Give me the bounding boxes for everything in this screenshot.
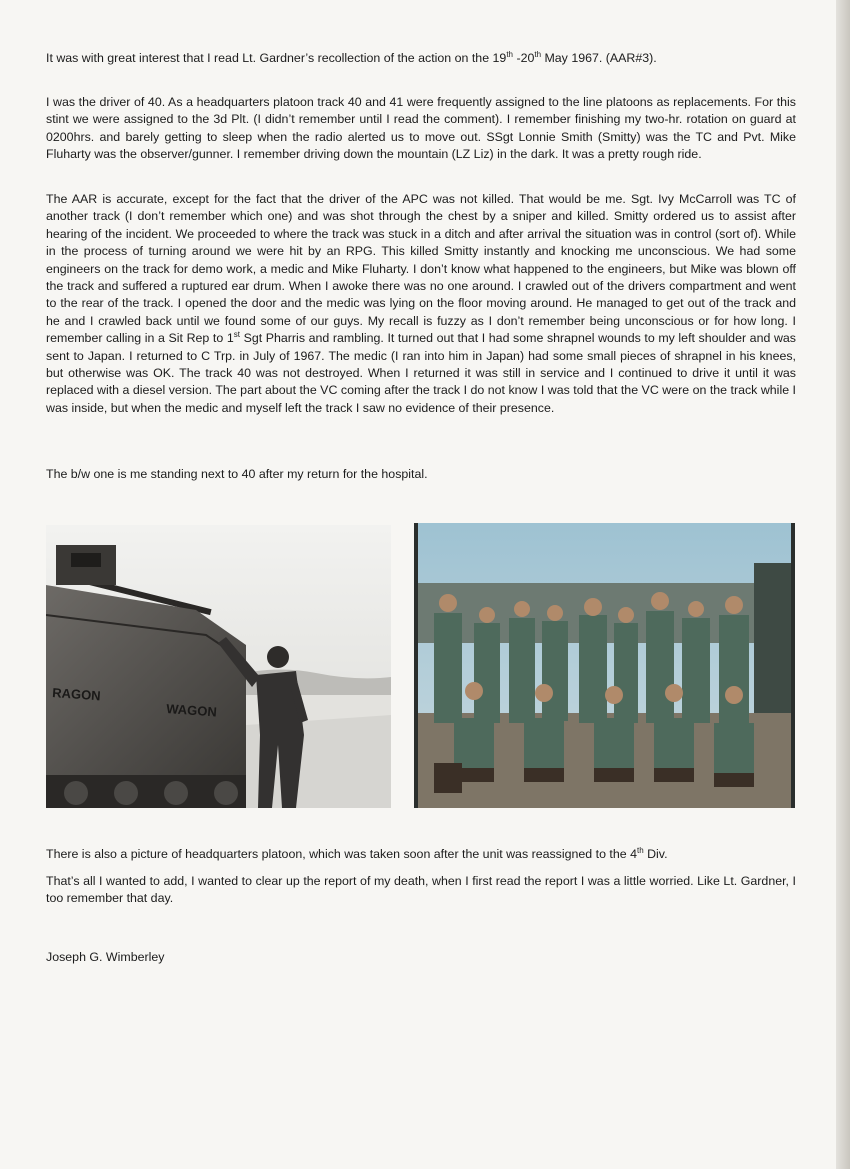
paragraph-aar-account: The AAR is accurate, except for the fact that the driver of the APC was not killed. That would be me. Sgt. Ivy McCarroll was TC of another track (I don’t remember which one) and was shot through the chest by a sniper and killed. Smitty ordered us to assist after hearing of the incident. We proceeded to where the track was stuck in a ditch and after arrival the situation was in control (sort of). While in the process of turning around we were hit by an RPG. This killed Smitty instantly and knocking me unconscious. We had some engineers on the track for demo work, a medic and Mike Fluharty. I don’t know what happened to the engineers, but Mike was blown off the track and suffered a ruptured ear drum. When I awoke there was no one around. I crawled out of the drivers compartment and went to the rear of the track. I opened the door and the medic was lying on the floor moving around. He managed to get out of the track and he and I crawled back until we found some of our guys. My recall is fuzzy as I don’t remember being unconscious or for how long. I remember calling in a Sit Rep to 1st Sgt Pharris and rambling. It turned out that I had some shrapnel wounds to my left shoulder and was sent to Japan. I returned to C Trp. in July of 1967. The medic (I ran into him in Japan) had some small pieces of shrapnel in his knees, but otherwise was OK. The track 40 was not destroyed. When I returned it was still in service and I continued to drive it until it was replaced with a diesel version. The part about the VC coming after the track I do not know I was told that the VC were on the track while I was inside, but when the medic and myself left the track I saw no evidence of their presence. — [46, 192, 796, 415]
vehicle-marking-2: WAGON — [165, 701, 218, 720]
opening-paragraph: It was with great interest that I read Lt. Gardner’s recollection of the action on the 19th -20th May 1967. (AAR#3). — [46, 49, 657, 65]
paragraph-driver-of-40: I was the driver of 40. As a headquarters platoon track 40 and 41 were frequently assigned to the line platoons as replacements. For this stint we were assigned to the 3d Plt. (I didn’t remember until I read the comment). I remember finishing my two-hr. rotation on guard at 0200hrs. and barely getting to sleep when the radio alerted us to move out. SSgt Lonnie Smith (Smitty) was the TC and Pvt. Mike Fluharty was the observer/gunner. I remember driving down the mountain (LZ Liz) in the dark. It was a pretty rough ride. — [46, 95, 796, 162]
photo-soldier-next-to-track — [46, 525, 391, 808]
vehicle-marking-1: RAGON — [51, 685, 102, 704]
photo-headquarters-platoon — [414, 523, 795, 808]
signature: Joseph G. Wimberley — [46, 950, 165, 964]
scan-edge — [836, 0, 850, 1169]
caption-bw-photo: The b/w one is me standing next to 40 after my return for the hospital. — [46, 467, 428, 481]
paragraph-closing: That’s all I wanted to add, I wanted to clear up the report of my death, when I first read the report I was a little worried. Like Lt. Gardner, I too remember that day. — [46, 874, 796, 906]
paragraph-hq-platoon-photo: There is also a picture of headquarters platoon, which was taken soon after the unit was reassigned to the 4th Div. — [46, 845, 668, 861]
